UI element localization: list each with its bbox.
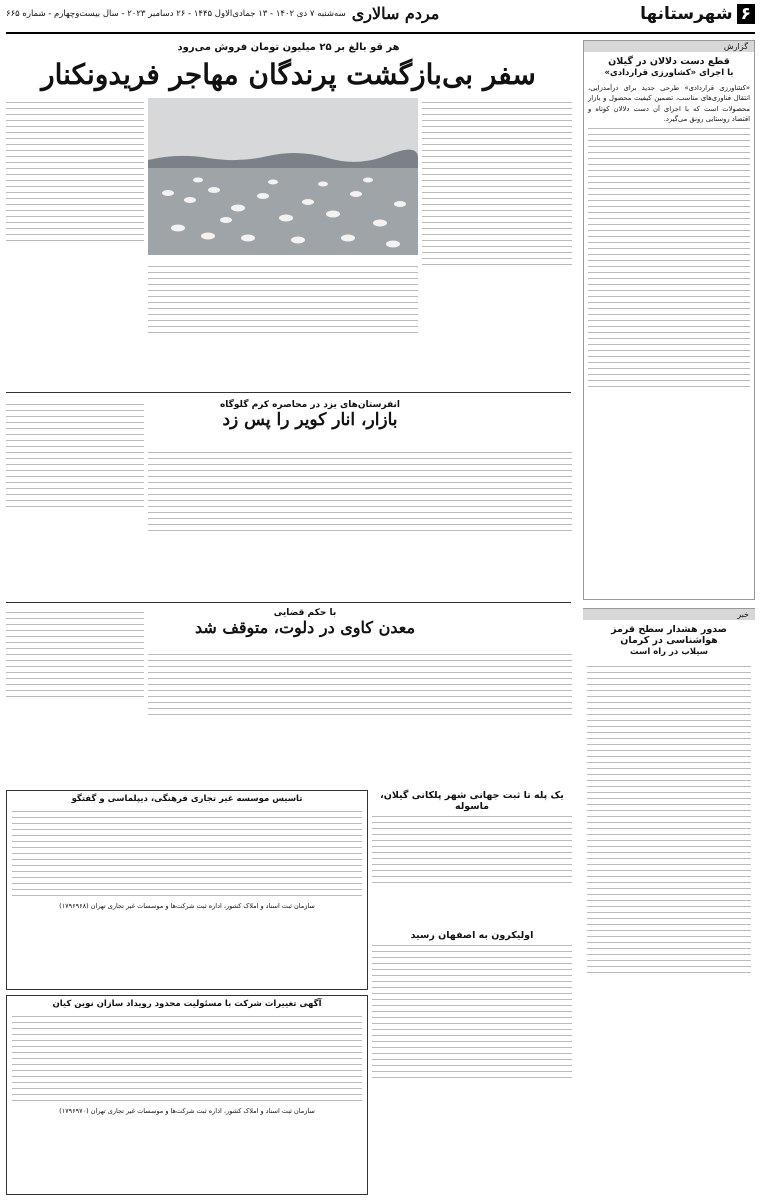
article4-headline: یک پله تا ثبت جهانی شهر پلکانی گیلان، ماسوله <box>380 790 564 812</box>
notice2-title: آگهی تغییرات شرکت با مسئولیت محدود رویداد سازان نوین کیان <box>52 999 322 1009</box>
lead-col-left <box>6 98 144 358</box>
notice1 <box>6 790 368 990</box>
article2-kicker: انفرستان‌های یزد در محاصره کرم گلوگاه <box>219 400 400 410</box>
sidebar-news <box>583 608 755 1195</box>
article3-col-left <box>6 608 144 778</box>
sidebar2-tag: خبر <box>583 609 755 620</box>
notice1-body <box>7 811 367 896</box>
article2-body <box>148 448 572 598</box>
page-number: ۶ <box>737 4 755 24</box>
sidebar2-title: صدور هشدار سطح قرمز هواشناسی در کرمان <box>611 624 727 646</box>
sidebar-lead: «کشاورزی قراردادی» طرحی جدید برای درآمدزایی، انتقال فناوری‌های مناسب، تضمین کیفیت محصول و بازار محصولات است که با اجرای آن دست دلالان کوتاه و اقتصاد روستایی رونق می‌گیرد. <box>588 84 750 123</box>
article5-body <box>372 945 572 1078</box>
lead-kicker: هر قو بالغ بر ۲۵ میلیون تومان فروش می‌رود <box>177 42 400 53</box>
divider-1 <box>6 392 571 393</box>
article3-header <box>180 608 430 637</box>
sidebar2-subtitle: سیلاب در راه است <box>629 647 709 657</box>
sidebar-body <box>584 81 754 394</box>
divider-2 <box>6 602 571 603</box>
date-line: سه‌شنبه ۷ دی ۱۴۰۲ - ۱۳ جمادی‌الاول ۱۴۴۵ - ۲۶ دسامبر ۲۰۲۳ - سال بیست‌وچهارم - شماره ۶۶۵ <box>6 8 346 19</box>
sidebar-report <box>583 40 755 600</box>
lead-headline: سفر بی‌بازگشت پرندگان مهاجر فریدونکنار <box>41 58 536 91</box>
article3-kicker: با حکم قضایی <box>273 608 337 618</box>
section-header <box>640 4 755 24</box>
section-title: شهرستانها <box>640 4 733 24</box>
sidebar-subtitle: با اجرای «کشاورزی قراردادی» <box>604 68 734 78</box>
notice1-title: تاسیس موسسه غیر تجاری فرهنگی، دیپلماسی و گفتگو <box>71 794 303 804</box>
article5-headline: اولیکرون به اصفهان رسید <box>410 930 534 941</box>
article4 <box>372 790 572 888</box>
article2-col-left <box>6 400 144 600</box>
sidebar-title: قطع دست دلالان در گیلان <box>608 56 730 67</box>
notice2 <box>6 995 368 1195</box>
article4-body <box>372 816 572 883</box>
article2-headline: بازار، انار کویر را پس زد <box>222 410 398 430</box>
sidebar-tag: گزارش <box>584 41 754 52</box>
lead-col-under-photo <box>148 262 418 390</box>
notice1-footer: سازمان ثبت اسناد و املاک کشور، اداره ثبت شرکت‌ها و موسسات غیر تجاری تهران (۱۷۹۶۹۶۸) <box>59 902 315 911</box>
lead-photo <box>148 98 418 255</box>
article5 <box>372 930 572 1083</box>
notice2-footer: سازمان ثبت اسناد و املاک کشور، اداره ثبت شرکت‌ها و موسسات غیر تجاری تهران (۱۷۹۶۹۷۰) <box>59 1107 315 1116</box>
swans-photo-graphic <box>148 98 418 255</box>
masthead <box>6 4 755 34</box>
sidebar2-body <box>583 660 755 980</box>
lead-col-1 <box>422 98 572 388</box>
paper-name: مردم سالاری <box>351 4 440 23</box>
article3-body <box>148 650 572 780</box>
article3-headline: معدن کاوی در دلوت، متوقف شد <box>194 618 416 637</box>
notice2-body <box>7 1016 367 1101</box>
paper-info <box>6 4 439 23</box>
article2-header <box>180 400 440 430</box>
